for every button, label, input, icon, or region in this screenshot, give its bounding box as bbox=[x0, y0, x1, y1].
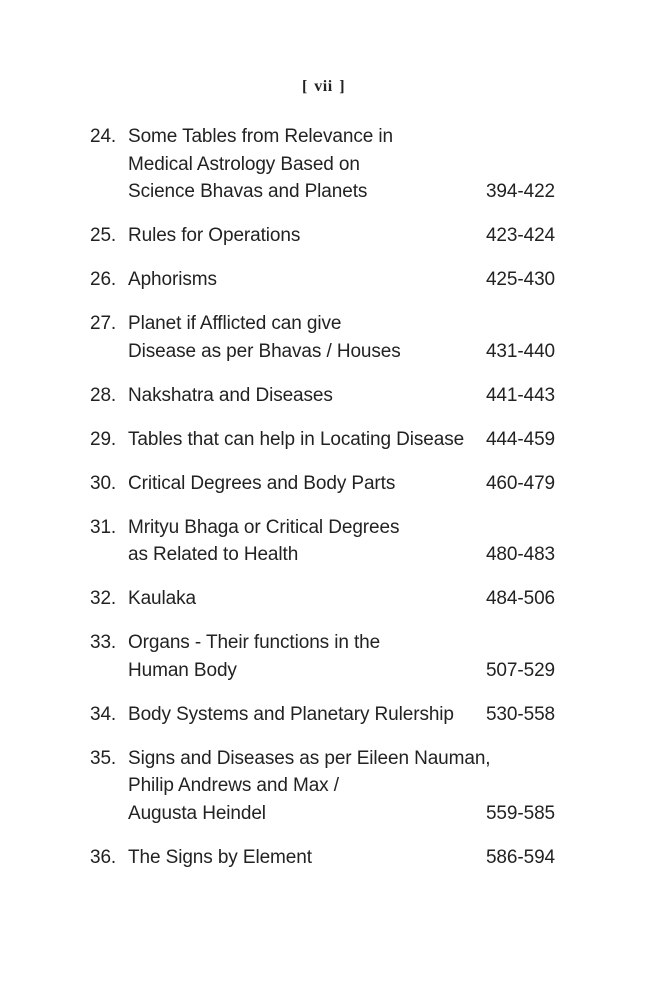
toc-entry bbox=[90, 426, 555, 454]
entry-title-line: Nakshatra and Diseases bbox=[128, 384, 333, 406]
toc-entry bbox=[90, 382, 555, 410]
entry-title bbox=[128, 382, 479, 410]
entry-title-line: Augusta Heindel bbox=[128, 802, 266, 824]
entry-title bbox=[128, 629, 479, 684]
entry-title-line: Some Tables from Relevance in bbox=[128, 126, 393, 147]
entry-title bbox=[128, 222, 479, 250]
entry-title bbox=[128, 266, 479, 294]
entry-number: 33. bbox=[90, 632, 117, 653]
entry-title-line: Planet if Afflicted can give bbox=[128, 313, 342, 334]
entry-title-line: Body Systems and Planetary Rulership bbox=[128, 703, 454, 725]
entry-title-line: Philip Andrews and Max / bbox=[128, 775, 339, 796]
entry-page-range: 559-585 bbox=[485, 802, 555, 824]
entry-page-range: 484-506 bbox=[485, 588, 555, 609]
entry-title-line: Human Body bbox=[128, 659, 237, 681]
toc-entry bbox=[90, 470, 555, 498]
entry-page-range: 423-424 bbox=[485, 225, 555, 246]
entry-page-range: 425-430 bbox=[485, 269, 555, 290]
entry-number: 28. bbox=[90, 384, 117, 406]
entry-title bbox=[128, 470, 479, 498]
toc-entry bbox=[90, 222, 555, 250]
entry-title-line: Organs - Their functions in the bbox=[128, 632, 381, 653]
entry-page-range: 507-529 bbox=[485, 659, 555, 681]
entry-page-range: 460-479 bbox=[485, 472, 555, 494]
entry-title bbox=[128, 310, 479, 365]
toc-entry bbox=[90, 585, 555, 613]
entry-title-line: Tables that can help in Locating Disease bbox=[128, 428, 465, 450]
entry-number: 30. bbox=[90, 472, 117, 494]
entry-title bbox=[128, 123, 479, 206]
toc-entry bbox=[90, 266, 555, 294]
entry-page-range: 480-483 bbox=[485, 544, 555, 565]
page-folio: [ vii ] bbox=[301, 78, 346, 95]
entry-number: 35. bbox=[90, 747, 117, 769]
entry-title-line: Science Bhavas and Planets bbox=[128, 181, 368, 202]
entry-title-line: Critical Degrees and Body Parts bbox=[128, 472, 396, 494]
entry-title bbox=[128, 426, 479, 454]
toc-list bbox=[90, 123, 555, 888]
entry-title-line: as Related to Health bbox=[128, 544, 299, 565]
toc-entry bbox=[90, 123, 555, 206]
toc-entry bbox=[90, 514, 555, 569]
entry-number: 36. bbox=[90, 846, 117, 868]
entry-page-range: 586-594 bbox=[485, 846, 555, 868]
entry-number: 34. bbox=[90, 703, 117, 725]
entry-title-line: Medical Astrology Based on bbox=[128, 153, 360, 175]
entry-title-line: Signs and Diseases as per Eileen Nauman, bbox=[128, 747, 491, 769]
entry-title-line: Mrityu Bhaga or Critical Degrees bbox=[128, 516, 400, 538]
entry-title bbox=[128, 745, 491, 828]
entry-page-range: 431-440 bbox=[485, 340, 555, 362]
entry-number: 31. bbox=[90, 516, 117, 538]
entry-title bbox=[128, 701, 479, 729]
entry-title-line: Kaulaka bbox=[128, 588, 196, 609]
entry-title-line: Rules for Operations bbox=[128, 225, 301, 246]
toc-entry bbox=[90, 844, 555, 872]
entry-number: 29. bbox=[90, 428, 117, 450]
entry-number: 24. bbox=[90, 126, 117, 147]
entry-number: 25. bbox=[90, 225, 117, 246]
entry-title-line: Aphorisms bbox=[128, 269, 217, 290]
toc-entry bbox=[90, 701, 555, 729]
entry-page-range: 530-558 bbox=[485, 703, 555, 725]
entry-title-line: Disease as per Bhavas / Houses bbox=[128, 340, 401, 362]
entry-title bbox=[128, 844, 479, 872]
toc-entry bbox=[90, 310, 555, 365]
entry-title bbox=[128, 514, 479, 569]
entry-page-range: 441-443 bbox=[485, 384, 555, 406]
toc-entry bbox=[90, 629, 555, 684]
entry-title bbox=[128, 585, 479, 613]
entry-number: 26. bbox=[90, 269, 117, 290]
entry-page-range: 444-459 bbox=[485, 428, 555, 450]
entry-number: 32. bbox=[90, 588, 117, 609]
entry-title-line: The Signs by Element bbox=[128, 846, 312, 868]
toc-entry bbox=[90, 745, 555, 828]
entry-number: 27. bbox=[90, 313, 117, 334]
entry-page-range: 394-422 bbox=[485, 181, 555, 202]
